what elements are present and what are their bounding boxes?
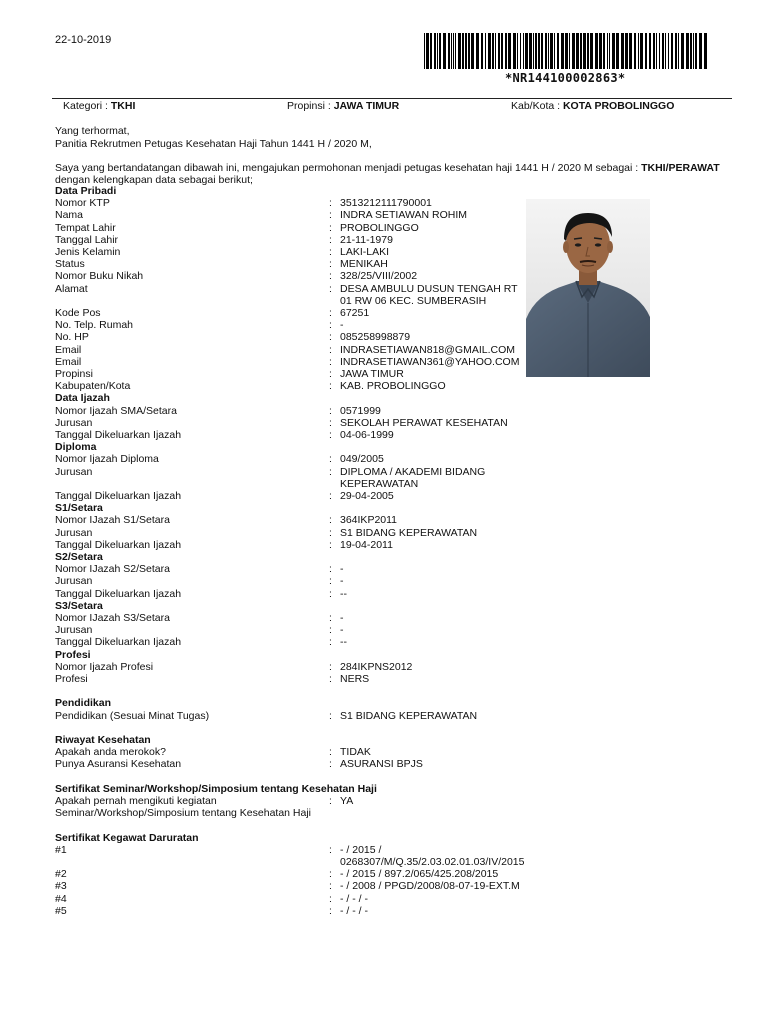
barcode-bar <box>580 33 582 69</box>
field-separator: : <box>329 904 332 917</box>
field-separator: : <box>329 319 332 332</box>
field-row <box>55 197 525 209</box>
barcode-bar <box>693 33 694 69</box>
field-separator: : <box>329 380 332 393</box>
field-row <box>55 527 525 539</box>
kategori-label: Kategori : <box>63 100 111 112</box>
barcode-bar <box>576 33 579 69</box>
field-value: - / - / - <box>340 892 368 905</box>
barcode-bar <box>690 33 692 69</box>
field-value: DIPLOMA / AKADEMI BIDANG <box>340 465 486 478</box>
barcode-bar <box>492 33 494 69</box>
field-label: Tanggal Dikeluarkan Ijazah <box>55 538 182 551</box>
barcode-bar <box>538 33 540 69</box>
field-value: 29-04-2005 <box>340 490 394 502</box>
barcode-bar <box>498 33 500 69</box>
field-label: Email <box>55 343 82 356</box>
field-separator: : <box>329 282 332 295</box>
barcode-bar <box>517 33 518 69</box>
field-value: 67251 <box>340 307 370 319</box>
barcode-bar <box>495 33 496 69</box>
field-row <box>55 661 525 673</box>
field-row <box>55 758 525 770</box>
document-date: 22-10-2019 <box>55 34 112 46</box>
recipient: Panitia Rekrutmen Petugas Kesehatan Haji Tahun 1441 H / 2020 M, <box>55 138 372 150</box>
barcode-bar <box>545 33 547 69</box>
field-separator: : <box>329 612 332 624</box>
field-label: Tanggal Dikeluarkan Ijazah <box>55 636 182 649</box>
field-row <box>55 368 525 380</box>
field-separator: : <box>329 453 332 466</box>
section-heading: Data Pribadi <box>55 185 117 197</box>
field-separator: : <box>329 258 332 271</box>
field-row <box>55 514 525 526</box>
field-label: Tanggal Dikeluarkan Ijazah <box>55 490 182 502</box>
field-separator: : <box>329 246 332 258</box>
field-value-continued: 0268307/M/Q.35/2.03.02.01.03/IV/2015 <box>340 855 525 868</box>
field-value: PROBOLINGGO <box>340 221 419 234</box>
section-heading: S1/Setara <box>55 502 103 515</box>
field-row <box>55 490 525 502</box>
field-value: 0571999 <box>340 404 381 417</box>
field-label: #3 <box>55 880 67 893</box>
field-row <box>55 795 525 820</box>
field-label: Nomor Ijazah Diploma <box>55 453 159 466</box>
field-row <box>55 843 525 868</box>
field-row <box>55 319 525 331</box>
field-separator: : <box>329 526 332 539</box>
field-separator: : <box>329 758 332 771</box>
field-label: Nomor Buku Nikah <box>55 270 144 283</box>
portrait-image <box>526 199 650 377</box>
barcode-bar <box>583 33 586 69</box>
field-separator: : <box>329 843 332 856</box>
field-row <box>55 465 525 490</box>
field-value: - / 2015 / 897.2/065/425.208/2015 <box>340 868 499 881</box>
field-value: NERS <box>340 673 370 685</box>
field-separator: : <box>329 404 332 417</box>
barcode-bar <box>599 33 602 69</box>
barcode-bar <box>426 33 429 69</box>
field-value: -- <box>340 587 347 600</box>
field-separator: : <box>329 429 332 441</box>
barcode-bar <box>595 33 598 69</box>
field-separator: : <box>329 709 332 722</box>
barcode-bar <box>675 33 677 69</box>
field-row <box>55 539 525 551</box>
statement <box>55 162 720 174</box>
field-label: Profesi <box>55 673 88 685</box>
barcode-bar <box>662 33 664 69</box>
field-separator: : <box>329 331 332 344</box>
field-row <box>55 222 525 234</box>
barcode-bar <box>505 33 507 69</box>
field-row <box>55 880 525 892</box>
barcode-bar <box>548 33 549 69</box>
barcode-bar <box>554 33 555 69</box>
field-row <box>55 563 525 575</box>
field-value: - / - / - <box>340 904 368 917</box>
field-label: Jurusan <box>55 624 93 637</box>
section-heading: S2/Setara <box>55 551 103 563</box>
field-separator: : <box>329 233 332 246</box>
barcode-bar <box>424 33 425 69</box>
section-heading: Sertifikat Seminar/Workshop/Simposium tentang Kesehatan Haji <box>55 782 377 795</box>
field-row <box>55 331 525 343</box>
field-value: - / 2015 / <box>340 843 382 856</box>
field-label: Nomor Ijazah Profesi <box>55 660 154 673</box>
field-label: #1 <box>55 843 67 856</box>
barcode-bar <box>488 33 491 69</box>
field-label: #4 <box>55 892 67 905</box>
field-label: Nama <box>55 209 84 222</box>
barcode-bar <box>439 33 441 69</box>
field-separator: : <box>329 795 332 807</box>
field-label: Propinsi <box>55 368 93 380</box>
field-label: Tempat Lahir <box>55 221 116 234</box>
barcode-bar <box>458 33 461 69</box>
field-label: Nomor IJazah S3/Setara <box>55 612 170 624</box>
section-heading: Pendidikan <box>55 697 112 710</box>
field-row <box>55 429 525 441</box>
barcode-bar <box>437 33 438 69</box>
section-heading: S3/Setara <box>55 599 103 612</box>
barcode-bar <box>513 33 516 69</box>
barcode-bar <box>686 33 689 69</box>
barcode-bar <box>501 33 503 69</box>
propinsi-label: Propinsi : <box>287 100 334 112</box>
barcode-bar <box>523 33 524 69</box>
field-value: INDRASETIAWAN818@GMAIL.COM <box>340 343 515 356</box>
field-row <box>55 234 525 246</box>
barcode-bar <box>572 33 575 69</box>
field-row <box>55 624 525 636</box>
section-heading: Diploma <box>55 441 97 454</box>
barcode-bar <box>616 33 619 69</box>
statement-text: Saya yang bertandatangan dibawah ini, mengajukan permohonan menjadi petugas kesehatan haji 1441 H / 2020 M sebagai : <box>55 162 642 174</box>
barcode-bar <box>699 33 702 69</box>
field-value: -- <box>340 636 347 649</box>
field-value: - <box>340 575 344 588</box>
field-row <box>55 746 525 758</box>
barcode-bar <box>640 33 643 69</box>
barcode-bar <box>629 33 632 69</box>
field-label: Jenis Kelamin <box>55 246 121 258</box>
field-separator: : <box>329 868 332 881</box>
barcode-bar <box>520 33 521 69</box>
field-row <box>55 673 525 685</box>
barcode-bar <box>649 33 651 69</box>
barcode-bar <box>621 33 624 69</box>
field-label: No. Telp. Rumah <box>55 319 134 332</box>
field-separator: : <box>329 416 332 429</box>
field-label: Tanggal Lahir <box>55 233 119 246</box>
kabkota-label: Kab/Kota : <box>511 100 563 112</box>
header-divider <box>52 98 732 99</box>
field-separator: : <box>329 270 332 283</box>
section-heading: Sertifikat Kegawat Daruratan <box>55 831 199 844</box>
field-row <box>55 636 525 648</box>
barcode-bar <box>481 33 483 69</box>
barcode-bar <box>607 33 608 69</box>
barcode-bar <box>443 33 446 69</box>
field-label: Tanggal Dikeluarkan Ijazah <box>55 587 182 600</box>
field-label: Jurusan <box>55 575 93 588</box>
field-value: 328/25/VIII/2002 <box>340 270 418 283</box>
barcode-bar <box>525 33 528 69</box>
field-row <box>55 588 525 600</box>
barcode-bar <box>612 33 615 69</box>
field-value: JAWA TIMUR <box>340 368 404 380</box>
field-label: Punya Asuransi Kesehatan <box>55 758 182 771</box>
field-separator: : <box>329 880 332 893</box>
field-label: No. HP <box>55 331 89 344</box>
barcode-bar <box>485 33 486 69</box>
barcode-bar <box>550 33 553 69</box>
barcode-bar <box>678 33 679 69</box>
field-value: 21-11-1979 <box>340 233 393 246</box>
barcode-bar <box>603 33 605 69</box>
field-row <box>55 270 525 282</box>
field-label: Kode Pos <box>55 307 101 319</box>
statement-continued: dengan kelengkapan data sebagai berikut; <box>55 174 253 186</box>
field-label: Jurusan <box>55 416 93 429</box>
field-value: - <box>340 319 344 332</box>
field-row <box>55 710 525 722</box>
field-label: Apakah anda merokok? <box>55 746 166 759</box>
field-row <box>55 344 525 356</box>
greeting: Yang terhormat, <box>55 125 130 137</box>
field-value: - <box>340 612 344 624</box>
barcode-bar <box>665 33 666 69</box>
field-label: Alamat <box>55 282 88 295</box>
kabkota <box>511 100 674 112</box>
field-separator: : <box>329 746 332 759</box>
field-row <box>55 575 525 587</box>
propinsi-value: JAWA TIMUR <box>333 100 400 112</box>
barcode-bar <box>529 33 532 69</box>
field-row <box>55 282 525 307</box>
field-value: 049/2005 <box>340 453 384 466</box>
barcode-bar <box>471 33 474 69</box>
field-separator: : <box>329 514 332 527</box>
field-value: 364IKP2011 <box>340 514 398 527</box>
barcode-bar <box>653 33 655 69</box>
field-value: 04-06-1999 <box>340 429 394 441</box>
propinsi <box>287 100 399 112</box>
barcode-bar <box>465 33 467 69</box>
field-label: Status <box>55 258 85 271</box>
field-value: 19-04-2011 <box>340 538 393 551</box>
field-value: LAKI-LAKI <box>340 246 390 258</box>
field-separator: : <box>329 465 332 478</box>
field-label: #2 <box>55 868 67 881</box>
barcode-bar <box>659 33 660 69</box>
field-separator: : <box>329 624 332 637</box>
field-value: - / 2008 / PPGD/2008/08-07-19-EXT.M <box>340 880 520 893</box>
field-label: Nomor IJazah S2/Setara <box>55 563 170 576</box>
kategori <box>63 100 135 112</box>
barcode <box>424 33 707 69</box>
field-row <box>55 258 525 270</box>
field-value: - <box>340 563 344 576</box>
field-row <box>55 405 525 417</box>
field-value: S1 BIDANG KEPERAWATAN <box>340 709 478 722</box>
barcode-bar <box>541 33 543 69</box>
section-heading: Profesi <box>55 648 91 661</box>
field-separator: : <box>329 343 332 356</box>
field-separator: : <box>329 368 332 380</box>
barcode-bar <box>476 33 479 69</box>
field-value: INDRASETIAWAN361@YAHOO.COM <box>340 355 520 368</box>
field-label: Nomor KTP <box>55 197 110 210</box>
field-label: Tanggal Dikeluarkan Ijazah <box>55 429 182 441</box>
field-value: ASURANSI BPJS <box>340 758 423 771</box>
barcode-bar <box>535 33 537 69</box>
barcode-bar <box>590 33 593 69</box>
barcode-bar <box>430 33 432 69</box>
field-separator: : <box>329 221 332 234</box>
field-label: #5 <box>55 904 67 917</box>
section-heading: Data Ijazah <box>55 392 110 405</box>
field-value: YA <box>340 795 354 807</box>
field-label: Nomor Ijazah SMA/Setara <box>55 404 177 417</box>
field-row <box>55 246 525 258</box>
field-separator: : <box>329 563 332 576</box>
field-value-continued: 01 RW 06 KEC. SUMBERASIH <box>340 294 487 307</box>
field-label: Jurusan <box>55 526 93 539</box>
kategori-value: TKHI <box>110 100 136 112</box>
barcode-bar <box>565 33 568 69</box>
field-value: - <box>340 624 344 637</box>
field-value: KAB. PROBOLINGGO <box>340 380 446 393</box>
field-row <box>55 307 525 319</box>
field-separator: : <box>329 197 332 210</box>
field-value: 085258998879 <box>340 331 411 344</box>
kabkota-value: KOTA PROBOLINGGO <box>562 100 675 112</box>
barcode-bar <box>681 33 684 69</box>
field-separator: : <box>329 575 332 588</box>
field-label: Nomor IJazah S1/Setara <box>55 514 170 527</box>
barcode-bar <box>569 33 570 69</box>
applicant-photo <box>526 199 650 377</box>
field-row <box>55 209 525 221</box>
field-separator: : <box>329 587 332 600</box>
field-value: S1 BIDANG KEPERAWATAN <box>340 526 478 539</box>
field-label: Kabupaten/Kota <box>55 380 131 393</box>
barcode-bar <box>609 33 610 69</box>
field-label: Email <box>55 355 82 368</box>
field-separator: : <box>329 892 332 905</box>
field-value: 284IKPNS2012 <box>340 660 413 673</box>
barcode-bar <box>455 33 456 69</box>
field-value: MENIKAH <box>340 258 388 271</box>
field-row <box>55 453 525 465</box>
field-row <box>55 868 525 880</box>
barcode-bar <box>557 33 559 69</box>
barcode-bar <box>671 33 673 69</box>
field-separator: : <box>329 636 332 649</box>
barcode-bar <box>448 33 450 69</box>
barcode-bar <box>704 33 707 69</box>
field-value-continued: KEPERAWATAN <box>340 477 419 490</box>
field-separator: : <box>329 209 332 222</box>
field-value: INDRA SETIAWAN ROHIM <box>340 209 467 222</box>
field-separator: : <box>329 307 332 319</box>
barcode-bar <box>453 33 454 69</box>
barcode-bar <box>533 33 534 69</box>
field-separator: : <box>329 355 332 368</box>
field-label: Apakah pernah mengikuti kegiatan <box>55 795 217 807</box>
field-row <box>55 612 525 624</box>
barcode-bar <box>645 33 647 69</box>
field-label: Pendidikan (Sesuai Minat Tugas) <box>55 709 210 722</box>
field-row <box>55 893 525 905</box>
field-label-continued: Seminar/Workshop/Simposium tentang Kesehatan Haji <box>55 807 312 820</box>
barcode-bar <box>695 33 697 69</box>
field-separator: : <box>329 660 332 673</box>
barcode-bar <box>625 33 628 69</box>
barcode-bar <box>634 33 636 69</box>
barcode-bar <box>434 33 436 69</box>
applied-role: TKHI/PERAWAT <box>641 162 720 174</box>
field-label: Jurusan <box>55 465 93 478</box>
section-heading: Riwayat Kesehatan <box>55 734 151 746</box>
field-separator: : <box>329 490 332 502</box>
barcode-bar <box>462 33 464 69</box>
field-separator: : <box>329 538 332 551</box>
field-row <box>55 417 525 429</box>
barcode-bar <box>451 33 452 69</box>
barcode-bar <box>656 33 657 69</box>
field-row <box>55 905 525 917</box>
barcode-bar <box>561 33 564 69</box>
barcode-number: *NR144100002863* <box>505 71 626 85</box>
barcode-bar <box>587 33 589 69</box>
field-value: TIDAK <box>340 746 371 759</box>
barcode-bar <box>468 33 470 69</box>
barcode-bar <box>638 33 639 69</box>
field-value: 3513212111790001 <box>340 197 432 210</box>
field-value: SEKOLAH PERAWAT KESEHATAN <box>340 416 508 429</box>
field-row <box>55 380 525 392</box>
field-row <box>55 356 525 368</box>
barcode-bar <box>508 33 511 69</box>
field-value: DESA AMBULU DUSUN TENGAH RT <box>340 282 518 295</box>
barcode-bar <box>668 33 669 69</box>
field-separator: : <box>329 673 332 685</box>
